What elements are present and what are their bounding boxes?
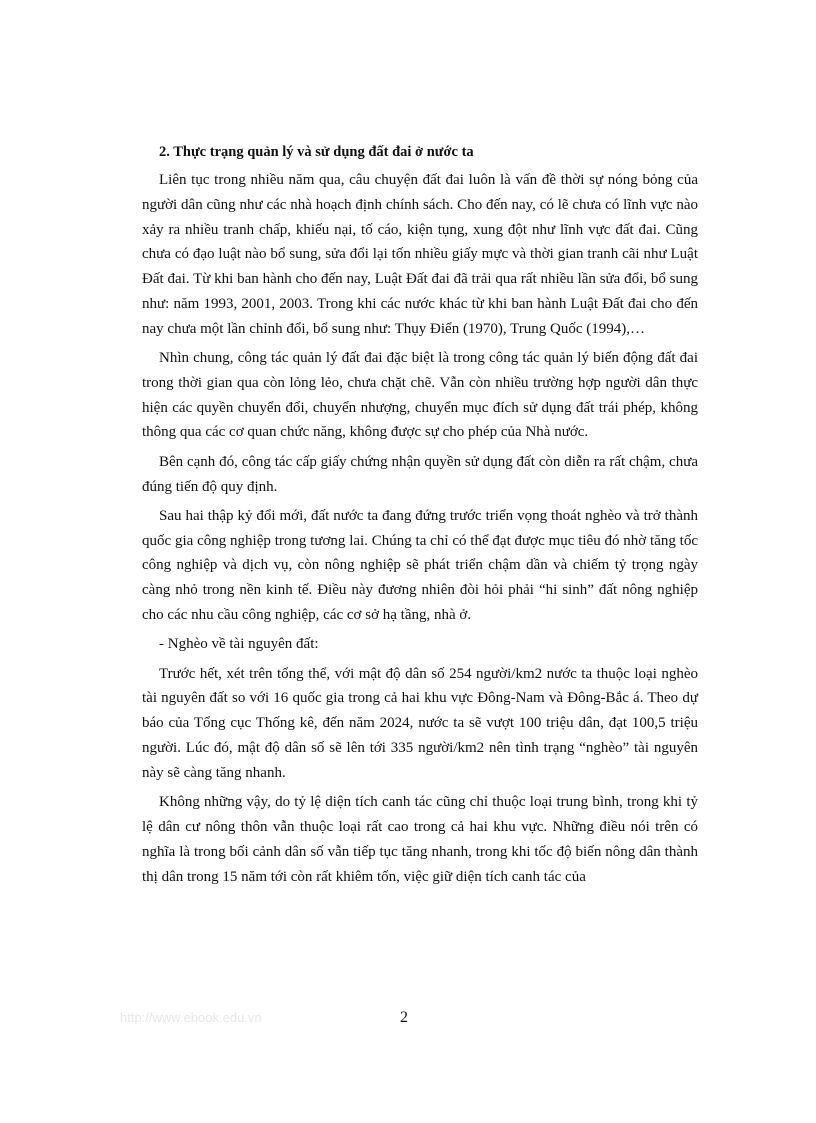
paragraph-rural-population: Không những vậy, do tỷ lệ diện tích canh tác cũng chỉ thuộc loại trung bình, trong khi tỷ lệ dân cư nông thôn vẫn thuộc loại rất cao trong cả hai khu vực. Những điều nói trên có nghĩa là trong bối cảnh dân số vẫn tiếp tục tăng nhanh, trong khi tốc độ biến nông dân thành thị dân trong 15 năm tới còn rất khiêm tốn, việc giữ diện tích canh tác của xyxy=(142,794,698,885)
paragraph-certificate-delay: Bên cạnh đó, công tác cấp giấy chứng nhận quyền sử dụng đất còn diễn ra rất chậm, chưa đúng tiến độ quy định. xyxy=(142,453,698,495)
footer-url-watermark: http://www.ebook.edu.vn xyxy=(120,1010,262,1025)
paragraph-land-law-history: Liên tục trong nhiều năm qua, câu chuyện đất đai luôn là vấn đề thời sự nóng bỏng của người dân cũng như các nhà hoạch định chính sách. Cho đến nay, có lẽ chưa có lĩnh vực nào xảy ra nhiều tranh chấp, khiếu nại, tố cáo, kiện tụng, xung đột như lĩnh vực đất đai. Cũng chưa có đạo luật nào bổ sung, sửa đổi lại tốn nhiều giấy mực và thời gian tranh cãi như Luật Đất đai. Từ khi ban hành cho đến nay, Luật Đất đai đã trải qua rất nhiều lần sửa đổi, bổ sung như: năm 1993, 2001, 2003. Trong khi các nước khác từ khi ban hành Luật Đất đai cho đến nay chưa một lần chỉnh đổi, bổ sung như: Thụy Điển (1970), Trung Quốc (1994),… xyxy=(142,172,698,337)
section-heading: 2. Thực trạng quản lý và sử dụng đất đai ở nước ta xyxy=(159,144,474,160)
page-number: 2 xyxy=(400,1009,408,1026)
paragraph-land-management-loose: Nhìn chung, công tác quản lý đất đai đặc biệt là trong công tác quản lý biến động đất đai trong thời gian qua còn lỏng lẻo, chưa chặt chẽ. Vẫn còn nhiều trường hợp người dân thực hiện các quyền chuyển đổi, chuyển nhượng, chuyển mục đích sử dụng đất trái phép, không thông qua các cơ quan chức năng, không được sự cho phép của Nhà nước. xyxy=(142,350,698,441)
paragraph-industrialization: Sau hai thập kỷ đổi mới, đất nước ta đang đứng trước triển vọng thoát nghèo và trở thành quốc gia công nghiệp trong tương lai. Chúng ta chỉ có thể đạt được mục tiêu đó nhờ tăng tốc công nghiệp và dịch vụ, còn nông nghiệp sẽ phát triển chậm dần và chiếm tỷ trọng ngày càng nhỏ trong nền kinh tế. Điều này đương nhiên đòi hỏi phải “hi sinh” đất nông nghiệp cho các nhu cầu công nghiệp, các cơ sở hạ tầng, nhà ở. xyxy=(142,507,698,624)
paragraph-poor-land-resources-heading: - Nghèo về tài nguyên đất: xyxy=(159,636,319,653)
paragraph-population-density: Trước hết, xét trên tổng thể, với mật độ dân số 254 người/km2 nước ta thuộc loại nghèo tài nguyên đất so với 16 quốc gia trong cả hai khu vực Đông-Nam và Đông-Bắc á. Theo dự báo của Tổng cục Thống kê, đến năm 2024, nước ta sẽ vượt 100 triệu dân, đạt 100,5 triệu người. Lúc đó, mật độ dân số sẽ lên tới 335 người/km2 nên tình trạng “nghèo” tài nguyên này sẽ càng tăng nhanh. xyxy=(142,665,698,781)
document-body xyxy=(142,140,698,894)
